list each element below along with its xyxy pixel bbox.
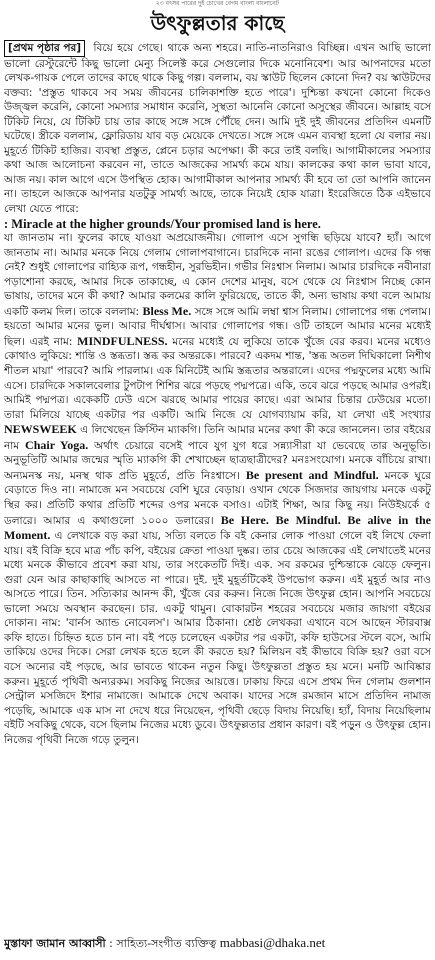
- english-phrase: NEWSWEEK: [4, 422, 77, 437]
- article-headline: উৎফুল্লতার কাছে: [150, 11, 285, 35]
- author-role: : সাহিত্য-সংগীত ব্যক্তিত্ব: [109, 937, 217, 950]
- continued-label: [প্রথম পৃষ্ঠার পর]: [4, 40, 85, 57]
- author-email-link[interactable]: mabbasi@dhaka.net: [219, 935, 326, 950]
- author-byline: [4, 935, 431, 954]
- page-header-strip: ২৩ বৎসর পারের দুই চোখের বেগম বাংলা বাংলানেট: [155, 0, 280, 7]
- english-quote: : Miracle at the higher grounds/Your promised land is here.: [4, 216, 321, 231]
- english-phrase: Be present and Mindful.: [245, 467, 379, 482]
- article-body: [4, 40, 431, 920]
- english-phrase: MINDFULNESS.: [77, 333, 168, 348]
- author-name: মুস্তাফা জামান আব্বাসী: [4, 937, 106, 950]
- article-paragraph: [প্রথম পৃষ্ঠার পর] বিয়ে হয়ে গেছে। থাকে অন্য শহরে। নাতি-নাতনিরাও বিচ্ছিন্ন। এখন আছি ভালো ভালো রেস্টুরেন্টে কিছু ভালো মেন্যু সিলেক্ট করে সেগুলোর দিকে মনোনিবেশ। আর আপনাদের মতো লেখক-গায়ক পেলে তাদের কাছে থাকে কিছু গল্প। বললাম, বয় স্কাউট ছিলেন কোনো দিন? বয় স্কাউটদের বক্তব্য: 'প্রস্তুত থাকবে সব সময় জীবনের চালিকাশক্তি হতে পারে'। দুশ্চিন্তা কখনো কোনো দিকেও উজ্জ্বল করেনি, কোনো সমস্যার সমাধান করেনি, সুস্থতা আনেনি কোনো অসুস্থের জীবনে। আল্লাহ বসে টিকিট নিয়ে, যে টিকিট চায় তার কাছে সঙ্গে সঙ্গে পৌঁছে দেন। আমি দুই দুই জীবনের প্রতিদিন এমনটি ঘটেছে। স্ত্রীকে বললাম, ফ্লোরিডায় যাব বড় মেয়েকে দেখতে। সঙ্গে সঙ্গে এমন ব্যবস্থা হলো যে বলার নয়। মুহূর্তে টিকিট হাজির। ব্যবস্থা প্রস্তুত, প্লেনে চড়ার অপেক্ষা। কী করে তাই বলছি। আগামীকালের সমস্যার কথা আজ আলোচনা করবেন না, তাতে আজকের সামর্থ্য কমে যায়। কালকের কথা কাল ভাবা যাবে, আজ নয়। কাল আগে এসে উপস্থিত হোক। আগামীকাল আপনার সামর্থ্য কী হবে তা তো আপনি জানেন না। তাহলে আজকে আপনার যতটুকু সামর্থ্য আছে, তাকে নিয়েই হোক যাত্রা। ইংরেজিতে ঠিক এইভাবে লেখা যেতে পারে:: [4, 42, 431, 216]
- english-phrase: Be Here. Be Mindful. Be alive in the Moment.: [4, 512, 431, 543]
- article-paragraph: যা জানতাম না। ফুলের কাছে যাওয়া অপ্রয়োজনীয়। গোলাপ এসে সুগন্ধি ছড়িয়ে যাবে? হ্যাঁ। আগে জানতাম না। আমার মনকে নিয়ে গেলাম গোলাপবাগানে। চারদিকে নানা রঙের গোলাপ। এদের কি গন্ধ নেই? শুধুই গোলাপের বাহ্যিক রূপ, গন্ধহীন, সুরভিহীন। গভীর নিঃশ্বাস নিলাম। আমার চারদিকে নবীনারা পড়াশোনা করছে, আমার দিকে তাকাচ্ছে, এ কোন দেশের মানুষ, বসে থেকে যে নিঃশ্বাস নিচ্ছে কোন ভাষায়, তাদের মনে কী কথা? আমার কলমের কালি ফুরিয়েছে, তাতে কী, অন্য ভাষায় কথা বলে আমায় একটি কলম দিল। তাকে বললাম: Bless Me. সঙ্গে সঙ্গে আমি লম্বা শ্বাস নিলাম। গোলাপের গন্ধ পেলাম। হয়তো আমার মনের ভুল। আবার দীর্ঘশ্বাস। আবার গোলাপের গন্ধ। ওটি তাহলে আমার মনের মধ্যেই ছিল। এরই নাম: MINDFULNESS. মনের মধ্যেই যে লুকিয়ে তাকে খুঁজে বের করব। মনের মধ্যেও কোথাও লুকিয়ে: শান্তি ও স্তব্ধতা। স্তব্ধ কর অন্তরকে। পারবে? একদম শান্ত, 'স্তব্ধ অতল দিঘিকালো নিশীথ শীতল মায়া' পারবে? আমি পারলাম। এক মিনিটেই আমি স্তব্ধতার অন্তরালে। এদের পদ্মফুলের মধ্যে আমি এসে। চারদিকে সকালবেলার টুপটাপ শিশির ঝরে পড়ছে পদ্মপত্রে। একি, তবে ঝরে পড়ছে আমার ওপরই। আমিই পদ্মপত্র। একেকটি ঢেউ এসে ঝরছে আমার পায়ের কাছে। এরা আমার চিন্তার ঢেউয়ের মতো। তারা মিলিয়ে যাচ্ছে একটার পর একটি। আমি নিজে যে যোগব্যায়াম করি, যা লেখা এই সংখ্যার NEWSWEEK এ লিখেছেন ক্রিস্টিন ম্যাকগি। তিনি আমার মনের কথা কী করে জানলেন। তার বইয়ের নাম Chair Yoga. অর্থাৎ চেয়ারে বসেই পাবে যুগ যুগ ধরে সন্ন্যাসীরা যা ভেবেছে তার অনুভূতি। অনুভূতিটি আমার জন্মের স্মৃতি ম্যাকগি কী শেখাচ্ছেন ছাত্রছাত্রীদের? মনঃসংযোগ। মনকে বাঁচিয়ে রাখা। অন্যমনস্ক নয়, মনস্থ থাক প্রতি মুহূর্তে, প্রতি নিঃশ্বাসে। Be present and Mindful. মনকে ঘুরে বেড়াতে দিও না। নামাজে মন সবচেয়ে বেশি ঘুরে বেড়ায়। ওখান থেকে সিজদার জায়গায় মনকে একটু স্থির কর। প্রতিটি কথার প্রতিটি শব্দের ওপর মনকে বসাও। এটাই শিক্ষা, আর কিছু নয়। নিউইয়র্কে ৫ ডলারে। আমার এ কথাগুলো ১০০০ ডলারের। Be Here. Be Mindful. Be alive in the Moment. এ লেখাকে বড় করা যায়, সত্যি বলতে কি বই কেনার লোক পাওয়া গেলে বই লিখে ফেলা যায়। বই বিক্রি হবে মাত্র পাঁচ কপি, বইয়ের ক্রেতা পাওয়া দুষ্কর। তার চেয়ে আজকের এই লেখাতেই মনের মধ্যে মনকে কীভাবে প্রবেশ করা যায়, তার সংকেতটি দিই। এক. সব রকমের দুশ্চিন্তাকে ঝেড়ে ফেলুন। গুরা যেন আর কাছাকাছি আসতে না পারে। দুই. দুই মুহূর্তটিকেই উপভোগ করুন। এই মুহূর্ত আর নাও আসতে পারে। তিন. সত্যিকার আনন্দ কী, খুঁজে বের করুন। নিজে নিজে উৎফুল্ল হোন। আপনি সবচেয়ে ভালো সময়ে অবস্থান করছেন। চার. একটু থামুন। বোকারটন শহরের সবচেয়ে মজার জায়গা বইয়ের দোকান। নাম: 'বার্নস অ্যান্ড নোবেলস'। আমার ঠিকানা। শ্রেষ্ঠ লেখকরা এখানে বসে আছেন স্টারবাক্স কফি হাতে। চিহ্নিত হতে চান না। বই পড়ে চলেছেন একটার পর একটা, কফি হাউসের স্টলে বসে, আমি তাকিয়ে ওদের দিকে। সেরা লেখক হতে হলে কী করতে হয়? মিলিয়ন বই কীভাবে বিক্রি হয়? ওরা বসে বসে অন্যের বই পড়ছে, আর ভাবতে থাকেন নতুন কিছু। উৎফুল্লতা প্রস্তুত হয় মনে। মনটি আবিষ্কার করুন। মুহূর্তে পৃথিবী অন্যরকম। সবকিছু নিজের আয়ত্তে। ঢাকায় ফিরে এসে প্রথম দিন গেলাম গুলশান সেন্ট্রাল মসজিদে ইশার নামাজে। আমাকে দেখে অবাক। যাদের সঙ্গে রমজান মাসে প্রতিদিন নামাজ পড়েছি, আমাকে এক মাস না দেখে ধরে নিয়েছেন, পৃথিবী ছেড়ে বিদায় নিয়েছি। হ্যাঁ, বিদায় নিয়েছিলাম বইটি সবকিছু থেকে, বসে ছিলাম নিজের মধ্যে ডুবে। উৎফুল্লতার প্রধান কারণ। বই পড়ুন ও উৎফুল্ল হোন। নিজের পৃথিবী নিজে গড়ে তুলুন।: [4, 232, 431, 746]
- english-phrase: Bless Me.: [142, 303, 192, 318]
- english-phrase: Chair Yoga.: [25, 437, 89, 452]
